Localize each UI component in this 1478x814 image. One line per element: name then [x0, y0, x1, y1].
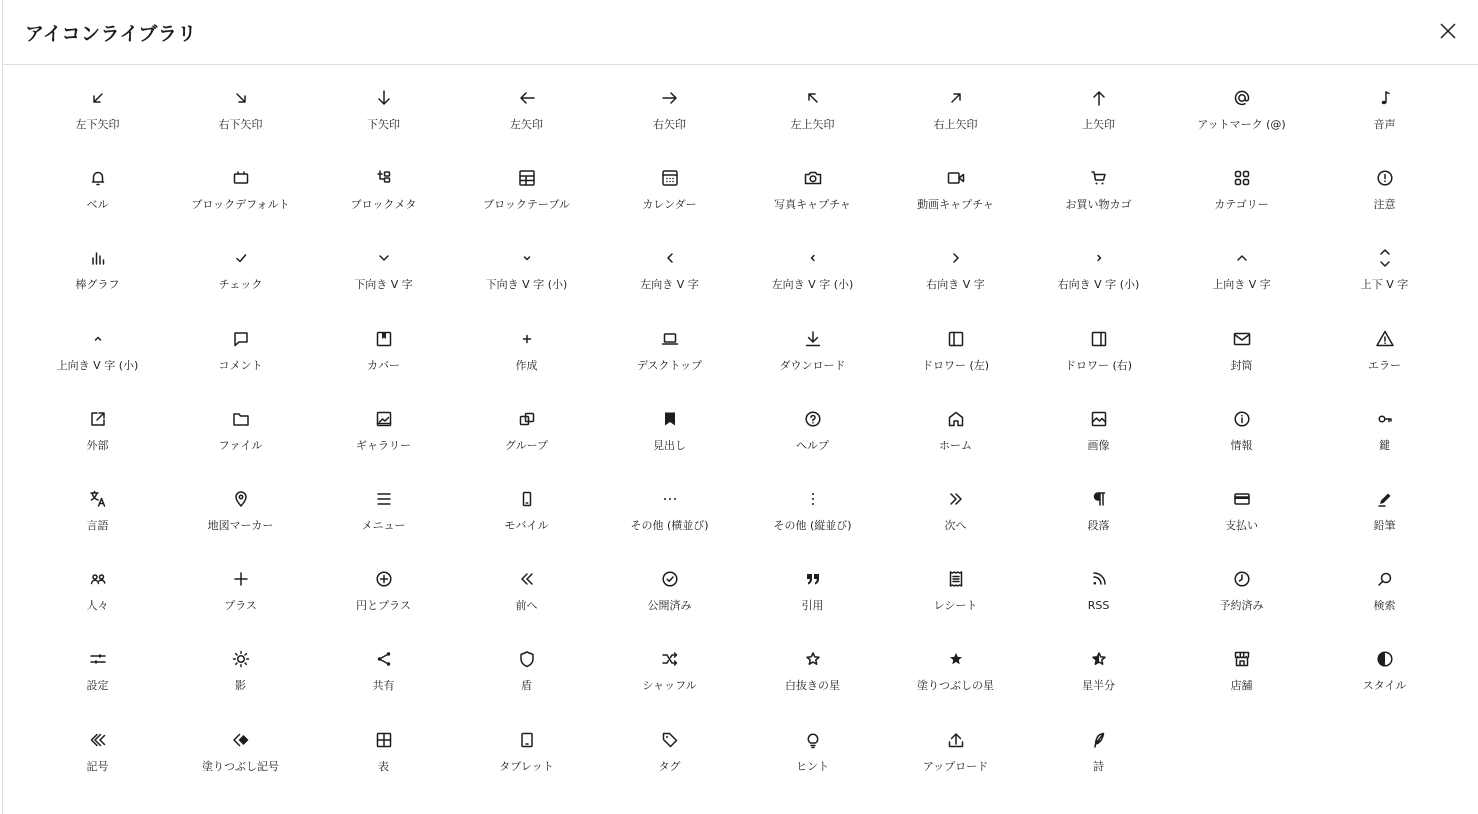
icon-label: 次へ: [944, 518, 967, 532]
icon-label: 上向き V 字: [1212, 278, 1271, 292]
quote-icon: [801, 567, 825, 591]
icon-item-tag[interactable]: [598, 722, 741, 802]
icon-item-rss[interactable]: [1027, 561, 1170, 641]
icon-label: カレンダー: [642, 198, 697, 212]
icon-label: お買い物カゴ: [1065, 198, 1132, 212]
icon-label: 表: [378, 759, 389, 773]
block-default-icon: [229, 166, 253, 190]
icon-label: 鉛筆: [1373, 518, 1396, 532]
icon-item-scheduled[interactable]: [1170, 561, 1313, 641]
icon-item-heading[interactable]: [598, 401, 741, 481]
icon-item-cover[interactable]: [312, 321, 455, 401]
more-vertical-icon: [801, 487, 825, 511]
icon-item-home[interactable]: [884, 401, 1027, 481]
icon-label: 左向き V 字: [640, 278, 699, 292]
desktop-icon: [658, 327, 682, 351]
icon-item-chevron-up-small[interactable]: [26, 321, 169, 401]
icon-label: 検索: [1373, 599, 1396, 613]
calendar-icon: [658, 166, 682, 190]
icon-item-more-horizontal[interactable]: [598, 481, 741, 561]
bell-icon: [86, 166, 110, 190]
icon-label: 星半分: [1082, 679, 1115, 693]
icon-item-block-table[interactable]: [455, 160, 598, 240]
next-icon: [944, 487, 968, 511]
star-filled-icon: [944, 647, 968, 671]
icon-item-shield[interactable]: [455, 641, 598, 721]
icon-label: ベル: [86, 198, 109, 212]
icon-label: 右下矢印: [218, 118, 263, 131]
icon-item-settings[interactable]: [26, 641, 169, 721]
icon-label: 右向き V 字 (小): [1057, 278, 1140, 292]
at-symbol-icon: [1230, 86, 1254, 110]
icon-item-store[interactable]: [1170, 641, 1313, 721]
menu-icon: [372, 487, 396, 511]
block-table-icon: [515, 166, 539, 190]
icon-item-file[interactable]: [169, 401, 312, 481]
icon-item-shadow[interactable]: [169, 641, 312, 721]
symbol-filled-icon: [229, 728, 253, 752]
check-icon: [229, 246, 253, 270]
chevron-right-icon: [944, 246, 968, 270]
table-icon: [372, 728, 396, 752]
icon-label: カテゴリー: [1214, 198, 1269, 212]
shadow-icon: [229, 647, 253, 671]
icon-label: 写真キャプチャ: [774, 198, 851, 212]
rss-icon: [1087, 567, 1111, 591]
icon-item-image[interactable]: [1027, 401, 1170, 481]
icon-label: ヒント: [796, 759, 829, 773]
icon-item-block-meta[interactable]: [312, 160, 455, 240]
icon-label: シャッフル: [642, 679, 697, 693]
icon-item-previous[interactable]: [455, 561, 598, 641]
image-icon: [1087, 407, 1111, 431]
dialog-header: [3, 0, 1478, 65]
arrow-left-icon: [515, 86, 539, 110]
icon-label: ブロックデフォルト: [191, 198, 290, 212]
verse-icon: [1087, 728, 1111, 752]
icon-item-mobile[interactable]: [455, 481, 598, 561]
envelope-icon: [1230, 327, 1254, 351]
block-meta-icon: [372, 166, 396, 190]
icon-item-arrow-down-right[interactable]: [169, 80, 312, 160]
icon-item-receipt[interactable]: [884, 561, 1027, 641]
icon-label: 詩: [1093, 759, 1104, 773]
icon-item-menu[interactable]: [312, 481, 455, 561]
icon-item-arrow-left[interactable]: [455, 80, 598, 160]
icon-item-video-camera[interactable]: [884, 160, 1027, 240]
icon-item-external[interactable]: [26, 401, 169, 481]
arrow-down-right-icon: [229, 86, 253, 110]
icon-item-verse[interactable]: [1027, 722, 1170, 802]
icon-item-block-default[interactable]: [169, 160, 312, 240]
icon-label: 下向き V 字 (小): [485, 278, 568, 292]
icon-item-next[interactable]: [884, 481, 1027, 561]
icon-item-arrow-up-right[interactable]: [884, 80, 1027, 160]
arrow-right-icon: [658, 86, 682, 110]
icon-label: 右向き V 字: [926, 278, 985, 292]
icon-label: チェック: [218, 278, 263, 292]
icon-label: ギャラリー: [356, 438, 411, 452]
icon-label: 引用: [801, 599, 824, 613]
tip-icon: [801, 728, 825, 752]
icon-label: ヘルプ: [796, 438, 829, 452]
icon-item-upload[interactable]: [884, 722, 1027, 802]
settings-icon: [86, 647, 110, 671]
more-horizontal-icon: [658, 487, 682, 511]
icon-item-drawer-right[interactable]: [1027, 321, 1170, 401]
chevron-left-small-icon: [801, 246, 825, 270]
icon-item-star-half[interactable]: [1027, 641, 1170, 721]
download-icon: [801, 327, 825, 351]
icon-label: 地図マーカー: [207, 518, 274, 532]
icon-label: 右矢印: [653, 118, 686, 131]
icon-item-bar-chart[interactable]: [26, 240, 169, 320]
icon-label: ブロックテーブル: [483, 198, 570, 212]
icon-label: レシート: [933, 599, 978, 613]
icon-item-caution[interactable]: [1313, 160, 1456, 240]
icon-item-download[interactable]: [741, 321, 884, 401]
upload-icon: [944, 728, 968, 752]
icon-item-arrow-down[interactable]: [312, 80, 455, 160]
icon-item-symbol-filled[interactable]: [169, 722, 312, 802]
icon-item-comment[interactable]: [169, 321, 312, 401]
star-half-icon: [1087, 647, 1111, 671]
tag-icon: [658, 728, 682, 752]
external-icon: [86, 407, 110, 431]
chevron-up-small-icon: [86, 327, 110, 351]
shuffle-icon: [658, 647, 682, 671]
icon-label: タブレット: [499, 759, 554, 773]
icon-item-desktop[interactable]: [598, 321, 741, 401]
icon-item-cart[interactable]: [1027, 160, 1170, 240]
create-icon: [515, 327, 539, 351]
icon-item-table[interactable]: [312, 722, 455, 802]
icon-label: その他 (縦並び): [773, 518, 852, 532]
icon-label: エラー: [1368, 358, 1401, 372]
comment-icon: [229, 327, 253, 351]
icon-label: 下矢印: [367, 118, 400, 131]
icon-item-chevron-down-small[interactable]: [455, 240, 598, 320]
icon-item-error[interactable]: [1313, 321, 1456, 401]
icon-item-search[interactable]: [1313, 561, 1456, 641]
shield-icon: [515, 647, 539, 671]
icon-label: 左上矢印: [790, 118, 835, 131]
icon-label: 人々: [86, 599, 109, 613]
icon-label: 外部: [86, 438, 109, 452]
icon-item-chevron-left[interactable]: [598, 240, 741, 320]
arrow-down-left-icon: [86, 86, 110, 110]
plus-icon: [229, 567, 253, 591]
icon-item-tablet[interactable]: [455, 722, 598, 802]
icon-label: 段落: [1087, 518, 1110, 532]
icon-label: デスクトップ: [636, 358, 703, 372]
icon-item-plus-circle[interactable]: [312, 561, 455, 641]
icon-label: 共有: [372, 679, 395, 693]
icon-label: 動画キャプチャ: [917, 198, 994, 212]
gallery-icon: [372, 407, 396, 431]
chevron-up-icon: [1230, 246, 1254, 270]
close-button[interactable]: [1430, 14, 1466, 50]
store-icon: [1230, 647, 1254, 671]
icon-item-styles[interactable]: [1313, 641, 1456, 721]
star-empty-icon: [801, 647, 825, 671]
help-icon: [801, 407, 825, 431]
icon-label: 塗りつぶしの星: [917, 679, 994, 693]
icon-item-arrow-up-left[interactable]: [741, 80, 884, 160]
drawer-right-icon: [1087, 327, 1111, 351]
plus-circle-icon: [372, 567, 396, 591]
icon-item-map-marker[interactable]: [169, 481, 312, 561]
icon-label: グループ: [504, 438, 549, 452]
icon-label: タグ: [658, 759, 681, 773]
icon-label: スタイル: [1362, 679, 1407, 693]
icon-label: 画像: [1087, 438, 1110, 452]
icon-label: 言語: [86, 518, 109, 532]
icon-item-category[interactable]: [1170, 160, 1313, 240]
icon-item-star-filled[interactable]: [884, 641, 1027, 721]
icon-label: 右上矢印: [933, 118, 978, 131]
arrow-up-left-icon: [801, 86, 825, 110]
chevron-down-icon: [372, 246, 396, 270]
previous-icon: [515, 567, 539, 591]
paragraph-icon: [1087, 487, 1111, 511]
receipt-icon: [944, 567, 968, 591]
icon-label: メニュー: [361, 518, 406, 532]
icon-label: プラス: [224, 599, 257, 613]
icon-label: カバー: [367, 358, 400, 372]
icon-label: 左下矢印: [75, 118, 120, 131]
icon-label: ダウンロード: [779, 358, 846, 372]
chevron-down-small-icon: [515, 246, 539, 270]
icon-label: 盾: [521, 679, 532, 693]
audio-icon: [1373, 86, 1397, 110]
heading-icon: [658, 407, 682, 431]
icon-label: 前へ: [515, 599, 538, 613]
icon-grid: [26, 80, 1456, 802]
icon-label: 音声: [1373, 118, 1396, 131]
icon-label: ドロワー (左): [921, 358, 990, 372]
icon-label: コメント: [218, 358, 263, 372]
camera-icon: [801, 166, 825, 190]
icon-label: 作成: [515, 358, 538, 372]
icon-item-chevron-right-small[interactable]: [1027, 240, 1170, 320]
icon-item-chevron-right[interactable]: [884, 240, 1027, 320]
icon-label: 円とプラス: [356, 599, 411, 613]
icon-item-chevron-up[interactable]: [1170, 240, 1313, 320]
category-icon: [1230, 166, 1254, 190]
share-icon: [372, 647, 396, 671]
payment-icon: [1230, 487, 1254, 511]
icon-item-star-empty[interactable]: [741, 641, 884, 721]
icon-item-paragraph[interactable]: [1027, 481, 1170, 561]
icon-item-symbol[interactable]: [26, 722, 169, 802]
icon-item-check[interactable]: [169, 240, 312, 320]
pencil-icon: [1373, 487, 1397, 511]
icon-item-gallery[interactable]: [312, 401, 455, 481]
icon-label: 店舗: [1230, 679, 1253, 693]
icon-item-calendar[interactable]: [598, 160, 741, 240]
icon-label: アットマーク (@): [1197, 118, 1286, 131]
icon-label: ドロワー (右): [1064, 358, 1133, 372]
icon-item-create[interactable]: [455, 321, 598, 401]
chevron-left-icon: [658, 246, 682, 270]
arrow-down-icon: [372, 86, 396, 110]
icon-item-more-vertical[interactable]: [741, 481, 884, 561]
icon-item-shuffle[interactable]: [598, 641, 741, 721]
icon-label: ホーム: [939, 438, 972, 452]
icon-label: 情報: [1230, 438, 1253, 452]
styles-icon: [1373, 647, 1397, 671]
icon-item-bell[interactable]: [26, 160, 169, 240]
arrow-up-icon: [1087, 86, 1111, 110]
icon-label: 公開済み: [647, 599, 692, 613]
icon-label: 影: [235, 679, 246, 693]
icon-label: 予約済み: [1219, 599, 1264, 613]
home-icon: [944, 407, 968, 431]
icon-item-published[interactable]: [598, 561, 741, 641]
icon-item-drawer-left[interactable]: [884, 321, 1027, 401]
icon-label: 封筒: [1230, 358, 1253, 372]
icon-item-key[interactable]: [1313, 401, 1456, 481]
icon-item-group[interactable]: [455, 401, 598, 481]
icon-label: 白抜きの星: [785, 679, 840, 693]
group-icon: [515, 407, 539, 431]
language-icon: [86, 487, 110, 511]
cover-icon: [372, 327, 396, 351]
dialog-title: アイコンライブラリ: [25, 22, 197, 45]
icon-item-language[interactable]: [26, 481, 169, 561]
icon-item-arrow-right[interactable]: [598, 80, 741, 160]
icon-item-share[interactable]: [312, 641, 455, 721]
icon-item-chevron-up-down[interactable]: [1313, 240, 1456, 320]
chevron-right-small-icon: [1087, 246, 1111, 270]
icon-label: 上向き V 字 (小): [56, 358, 139, 372]
drawer-left-icon: [944, 327, 968, 351]
error-icon: [1373, 327, 1397, 351]
icon-label: 左向き V 字 (小): [771, 278, 854, 292]
icon-label: RSS: [1087, 599, 1110, 613]
arrow-up-right-icon: [944, 86, 968, 110]
icon-label: 上矢印: [1082, 118, 1115, 131]
icon-item-quote[interactable]: [741, 561, 884, 641]
icon-label: 上下 V 字: [1360, 278, 1409, 292]
icon-item-payment[interactable]: [1170, 481, 1313, 561]
icon-item-audio[interactable]: [1313, 80, 1456, 160]
icon-item-pencil[interactable]: [1313, 481, 1456, 561]
icon-label: ブロックメタ: [350, 198, 417, 212]
icon-item-plus[interactable]: [169, 561, 312, 641]
icon-item-at-symbol[interactable]: [1170, 80, 1313, 160]
icon-label: 記号: [86, 759, 109, 773]
info-icon: [1230, 407, 1254, 431]
icon-item-envelope[interactable]: [1170, 321, 1313, 401]
icon-label: モバイル: [504, 518, 549, 532]
file-icon: [229, 407, 253, 431]
caution-icon: [1373, 166, 1397, 190]
icon-item-info[interactable]: [1170, 401, 1313, 481]
icon-label: 下向き V 字: [354, 278, 413, 292]
icon-label: 見出し: [653, 438, 686, 452]
cart-icon: [1087, 166, 1111, 190]
icon-item-arrow-down-left[interactable]: [26, 80, 169, 160]
icon-label: 棒グラフ: [75, 278, 120, 292]
tablet-icon: [515, 728, 539, 752]
published-icon: [658, 567, 682, 591]
people-icon: [86, 567, 110, 591]
icon-item-chevron-left-small[interactable]: [741, 240, 884, 320]
icon-label: ファイル: [218, 438, 263, 452]
symbol-icon: [86, 728, 110, 752]
icon-item-help[interactable]: [741, 401, 884, 481]
icon-label: 支払い: [1225, 518, 1258, 532]
icon-label: 鍵: [1379, 438, 1390, 452]
video-camera-icon: [944, 166, 968, 190]
icon-label: 左矢印: [510, 118, 543, 131]
icon-item-arrow-up[interactable]: [1027, 80, 1170, 160]
icon-label: 塗りつぶし記号: [202, 759, 279, 773]
bar-chart-icon: [86, 246, 110, 270]
icon-label: その他 (横並び): [630, 518, 709, 532]
icon-item-chevron-down[interactable]: [312, 240, 455, 320]
icon-item-camera[interactable]: [741, 160, 884, 240]
icon-label: 注意: [1373, 198, 1396, 212]
mobile-icon: [515, 487, 539, 511]
search-icon: [1373, 567, 1397, 591]
icon-item-tip[interactable]: [741, 722, 884, 802]
icon-item-people[interactable]: [26, 561, 169, 641]
key-icon: [1373, 407, 1397, 431]
icon-label: アップロード: [922, 759, 989, 773]
icon-label: 設定: [86, 679, 109, 693]
icon-library-dialog: [2, 0, 1478, 814]
map-marker-icon: [229, 487, 253, 511]
scheduled-icon: [1230, 567, 1254, 591]
chevron-up-down-icon: [1373, 246, 1397, 270]
close-icon: [1436, 19, 1460, 46]
